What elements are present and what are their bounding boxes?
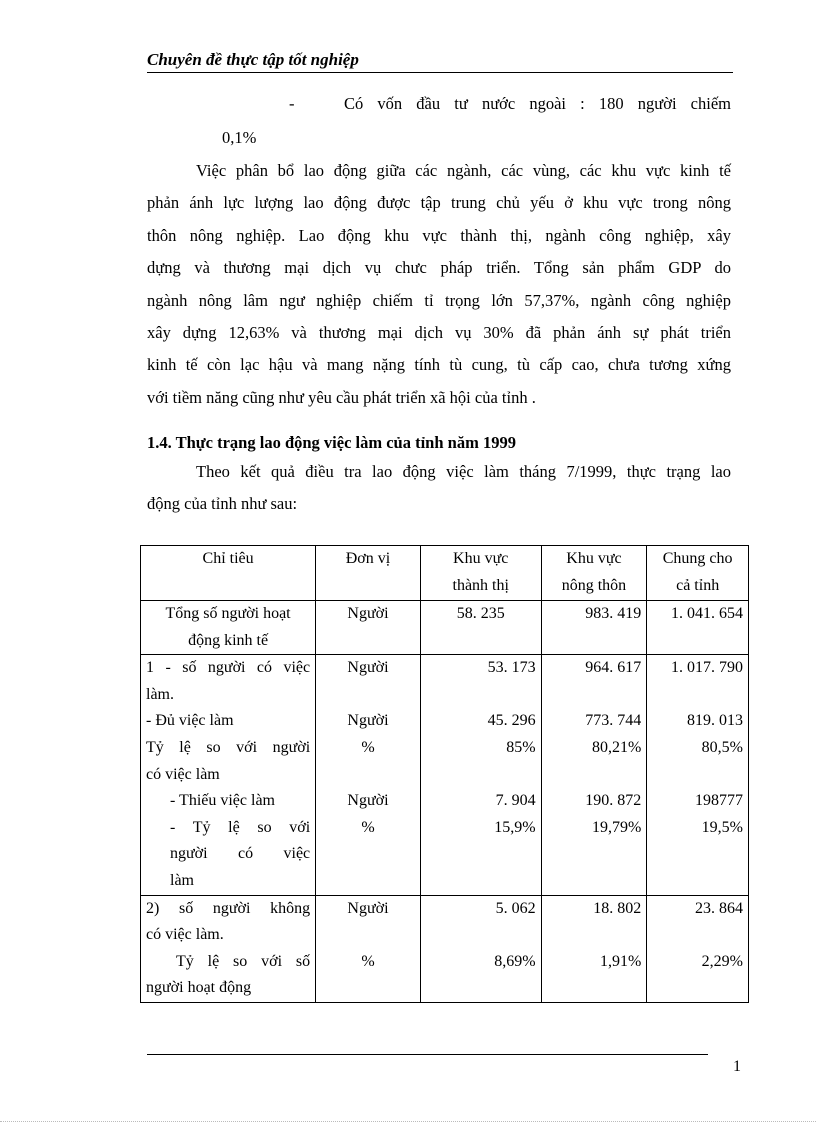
cell-text: làm.	[146, 685, 174, 703]
paragraph-line: kinh tế còn lạc hậu và mang nặng tính tù cung, tù cấp cao, chưa tương xứng	[147, 355, 731, 375]
header-rural	[541, 546, 647, 601]
page-number: 1	[733, 1058, 741, 1075]
row-urban	[420, 655, 541, 895]
paragraph-line: dựng và thương mại dịch vụ chưc pháp triển. Tổng sản phẩm GDP do	[147, 258, 731, 278]
cell-text: 1 - số người có việc	[146, 659, 311, 677]
paragraph-line: phản ánh lực lượng lao động được tập trung chủ yếu ở khu vực trong nông	[147, 193, 731, 213]
cell-text: %	[361, 818, 375, 836]
paragraph-line: thôn nông nghiệp. Lao động khu vực thành thị, ngành công nghiệp, xây	[147, 225, 731, 245]
header-text: Đơn vị	[345, 550, 391, 567]
table-row	[141, 895, 749, 1002]
cell-text: 15,9%	[494, 818, 536, 836]
bullet-dash: -	[289, 94, 295, 113]
cell-text: 190. 872	[585, 792, 642, 810]
header-text: cả tỉnh	[676, 576, 720, 594]
row-label	[141, 601, 316, 655]
cell-text: Tỷ lệ so với người	[146, 738, 311, 756]
row-label	[141, 895, 316, 1002]
bullet-continuation: 0,1%	[222, 128, 257, 147]
paragraph-labor-distribution	[147, 155, 731, 414]
header-text: Chỉ tiêu	[202, 550, 254, 567]
cell-text: 983. 419	[585, 605, 642, 622]
cell-text: 85%	[506, 738, 536, 756]
row-rural	[541, 601, 647, 655]
cell-text: 773. 744	[585, 712, 642, 730]
paragraph-line: Theo kết quả điều tra lao động việc làm tháng 7/1999, thực trạng lao	[196, 462, 731, 481]
cell-text: 45. 296	[487, 712, 536, 730]
table-header-row	[141, 546, 749, 601]
bullet-line	[147, 94, 731, 120]
row-total	[647, 601, 749, 655]
cell-text: %	[361, 952, 375, 970]
cell-text: có việc làm	[146, 765, 220, 783]
cell-text: làm	[170, 871, 194, 889]
cell-text: 2) số người không	[146, 899, 311, 917]
cell-text: người hoạt động	[146, 979, 252, 997]
row-rural	[541, 655, 647, 895]
cell-text: Người	[347, 659, 389, 677]
paragraph-line: với tiềm năng cũng như yêu cầu phát triển xã hội của tỉnh .	[147, 387, 536, 407]
cell-text: %	[361, 738, 375, 756]
table-row	[141, 655, 749, 895]
cell-text: 53. 173	[487, 659, 536, 677]
row-urban	[420, 895, 541, 1002]
paragraph-line: ngành nông lâm ngư nghiệp chiếm tỉ trọng lớn 57,37%, ngành công nghiệp	[147, 290, 731, 310]
cell-text: 1. 041. 654	[671, 605, 743, 622]
cell-text: - Thiếu việc làm	[170, 792, 275, 810]
header-text: nông thôn	[561, 576, 627, 594]
paragraph-line: động của tỉnh như sau:	[147, 494, 298, 514]
cell-text: 8,69%	[494, 952, 536, 970]
page-header: Chuyên đề thực tập tốt nghiệp	[147, 50, 733, 73]
cell-text: 964. 617	[585, 659, 642, 677]
header-text: Chung cho	[662, 550, 733, 567]
header-text: Khu vực	[453, 550, 509, 567]
cell-text: 5. 062	[495, 899, 536, 917]
cell-text: 19,79%	[591, 818, 642, 836]
cell-text: Người	[347, 605, 389, 622]
cell-text: người có việc	[170, 845, 311, 863]
page-edge	[0, 1121, 816, 1122]
cell-text: 80,21%	[591, 738, 642, 756]
section-title: 1.4. Thực trạng lao động việc làm của tỉnh năm 1999	[147, 433, 516, 452]
row-total	[647, 895, 749, 1002]
bullet-text: Có vốn đầu tư nước ngoài : 180 người chiếm	[344, 94, 731, 113]
cell-text: Người	[347, 792, 389, 810]
labor-table	[140, 545, 749, 1003]
cell-text: 19,5%	[701, 818, 743, 836]
cell-text: Người	[347, 712, 389, 730]
header-total	[647, 546, 749, 601]
header-indicator	[141, 546, 316, 601]
cell-text: Tỷ lệ so với số	[176, 952, 311, 970]
cell-text: 80,5%	[701, 738, 743, 756]
cell-text: 23. 864	[695, 899, 743, 917]
row-unit	[316, 601, 421, 655]
cell-text: - Tỷ lệ so với	[170, 818, 311, 836]
header-unit	[316, 546, 421, 601]
row-unit	[316, 895, 421, 1002]
footer-rule	[147, 1054, 708, 1055]
cell-text: động kinh tế	[188, 631, 269, 649]
paragraph-survey-intro	[147, 456, 731, 521]
cell-text: Người	[347, 899, 389, 917]
cell-text: có việc làm.	[146, 926, 224, 944]
header-urban	[420, 546, 541, 601]
row-unit	[316, 655, 421, 895]
table-row	[141, 601, 749, 655]
cell-text: 18. 802	[593, 899, 642, 917]
paragraph-line: xây dựng 12,63% và thương mại dịch vụ 30% đã phản ánh sự phát triển	[147, 323, 731, 343]
cell-text: 1. 017. 790	[671, 659, 743, 677]
cell-text: 7. 904	[495, 792, 536, 810]
cell-text: - Đủ việc làm	[146, 712, 234, 730]
paragraph-line: Việc phân bổ lao động giữa các ngành, các vùng, các khu vực kinh tế	[196, 161, 731, 180]
row-total	[647, 655, 749, 895]
header-text: thành thị	[452, 576, 509, 594]
row-rural	[541, 895, 647, 1002]
cell-text: 58. 235	[456, 605, 505, 622]
cell-text: 198777	[695, 792, 743, 810]
cell-text: 2,29%	[701, 952, 743, 970]
cell-text: 1,91%	[599, 952, 642, 970]
row-urban	[420, 601, 541, 655]
header-text: Khu vực	[566, 550, 622, 567]
cell-text: 819. 013	[687, 712, 743, 730]
cell-text: Tổng số người hoạt	[165, 605, 291, 622]
row-label	[141, 655, 316, 895]
